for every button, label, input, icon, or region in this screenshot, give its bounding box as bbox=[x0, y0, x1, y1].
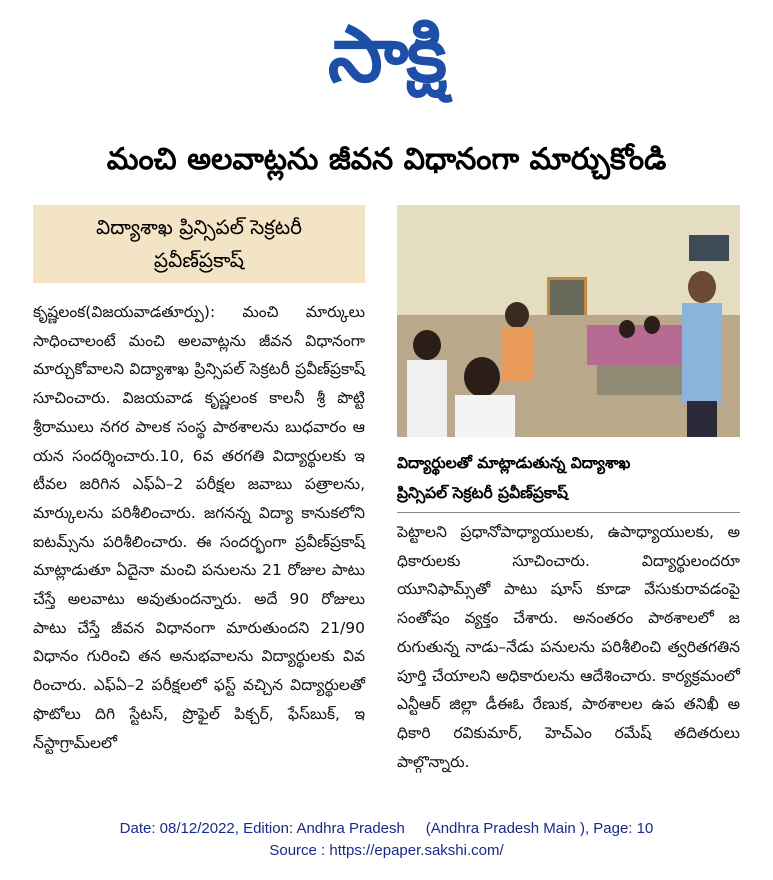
page-footer bbox=[0, 818, 773, 862]
footer-date-line: Date: 08/12/2022, Edition: Andhra Pradesh (Andhra Pradesh Main ), Page: 10 bbox=[119, 820, 654, 837]
footer-source-line: Source : https://epaper.sakshi.com/ bbox=[269, 842, 504, 859]
photo-caption-line-2: ప్రిన్సిపల్ సెక్రటరీ ప్రవీణ్‌ప్రకాష్ bbox=[397, 484, 568, 502]
article-column-right bbox=[397, 518, 740, 776]
subheading-line-2: ప్రవీణ్‌ప్రకాష్ bbox=[153, 248, 245, 272]
photo-caption-line-1: విద్యార్థులతో మాట్లాడుతున్న విద్యాశాఖ bbox=[397, 454, 631, 472]
sakshi-logo: సాక్షి bbox=[327, 10, 446, 100]
subheading-line-1: విద్యాశాఖ ప్రిన్సిపల్ సెక్రటరీ bbox=[95, 215, 303, 239]
photo-caption bbox=[397, 448, 740, 512]
article-column-left bbox=[33, 298, 365, 757]
article-headline: మంచి అలవాట్లను జీవన విధానంగా మార్చుకోండి bbox=[106, 142, 667, 177]
caption-divider bbox=[397, 512, 740, 513]
classroom-photo bbox=[397, 205, 740, 437]
article-text-left: కృష్ణలంక(విజయవాడతూర్పు): మంచి మార్కులు సాధించాలంటే మంచి అలవాట్లను జీవన విధానంగా మార్చుకోవాలని విద్యాశాఖ ప్రిన్సిపల్ సెక్రటరీ ప్రవీణ్‌ప్రకాష్ సూచించారు. విజయవాడ కృష్ణలంక కాలనీ శ్రీ పొట్టి శ్రీరాములు నగర పాలక సంస్థ పాఠశాలను బుధవారం ఆయన సందర్శించారు.10, 6వ తరగతి విద్యార్థులకు ఇటీవల జరిగిన ఎఫ్ఏ–2 పరీక్షల జవాబు పత్రాలను, మార్కులను పరిశీలించారు. జగనన్న విద్యా కానుకలోని ఐటమ్స్‌ను పరిశీలించారు. ఈ సందర్భంగా ప్రవీణ్‌ప్రకాష్ మాట్లాడుతూ ఏదైనా మంచి పనులను 21 రోజుల పాటు చేస్తే అలవాటు అవుతుందన్నారు. అదే 90 రోజులు పాటు చేస్తే జీవన విధానంగా మారుతుందని 21/90 విధానం గురించి తన అనుభవాలను విద్యార్థులకు వివరించారు. ఎఫ్ఏ–2 పరీక్షలలో ఫస్ట్ వచ్చిన విద్యార్థులతో ఫొటోలు దిగి స్టేటస్, ప్రొఫైల్ పిక్చర్, ఫేస్‌బుక్, ఇన్‌స్టాగ్రామ్‌లలో bbox=[33, 303, 365, 752]
article-text-right: పెట్టాలని ప్రధానోపాధ్యాయులకు, ఉపాధ్యాయులకు, అధికారులకు సూచించారు. విద్యార్థులందరూ యూనిఫామ్స్‌తో పాటు షూస్ కూడా వేసుకురావడంపై సంతోషం వ్యక్తం చేశారు. అనంతరం పాఠశాలలో జరుగుతున్న నాడు–నేడు పనులను పరిశీలించి త్వరితగతిన పూర్తి చేయాలని అధికారులను ఆదేశించారు. కార్యక్రమంలో ఎన్టీఆర్ జిల్లా డీఈఓ రేణుక, పాఠశాలల ఉప తనిఖీ అధికారి రవికుమార్, హెచ్‌ఎం రమేష్ తదితరులు పాల్గొన్నారు. bbox=[397, 523, 740, 771]
masthead bbox=[0, 10, 773, 100]
subheading-box bbox=[33, 205, 365, 283]
